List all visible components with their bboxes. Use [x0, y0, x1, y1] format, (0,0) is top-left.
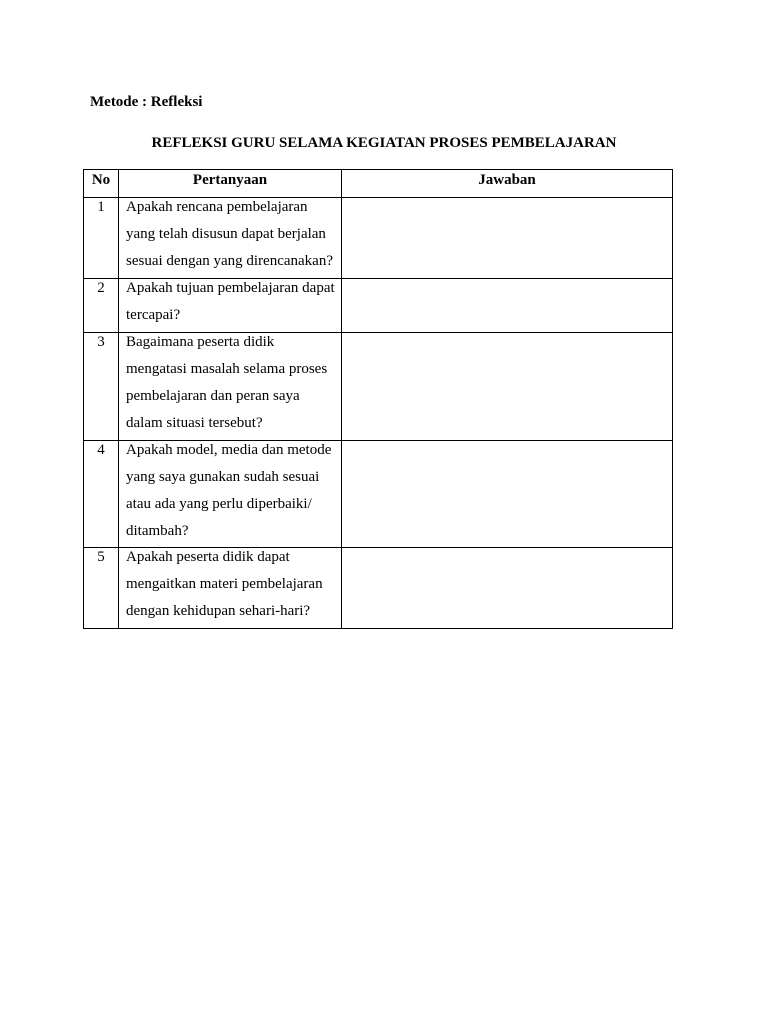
column-header-answer: Jawaban: [342, 170, 673, 198]
question-cell: [119, 441, 342, 548]
table-row: [84, 548, 673, 629]
question-cell: [119, 198, 342, 279]
answer-cell[interactable]: [342, 333, 673, 441]
answer-cell[interactable]: [342, 198, 673, 279]
document-title: REFLEKSI GURU SELAMA KEGIATAN PROSES PEMBELAJARAN: [151, 135, 617, 151]
question-text: Apakah rencana pembelajaran yang telah disusun dapat berjalan sesuai dengan yang direncanakan?: [126, 199, 333, 269]
question-cell: [119, 279, 342, 333]
question-cell: [119, 548, 342, 629]
question-text: Apakah tujuan pembelajaran dapat tercapai?: [126, 280, 335, 323]
row-number: 2: [84, 279, 119, 333]
question-text: Apakah model, media dan metode yang saya gunakan sudah sesuai atau ada yang perlu diperbaiki/ ditambah?: [126, 442, 332, 539]
row-number: 4: [84, 441, 119, 548]
answer-cell[interactable]: [342, 441, 673, 548]
table-row: [84, 333, 673, 441]
row-number: 3: [84, 333, 119, 441]
table-row: [84, 198, 673, 279]
reflection-table: [83, 169, 673, 629]
table-row: [84, 441, 673, 548]
question-text: Apakah peserta didik dapat mengaitkan materi pembelajaran dengan kehidupan sehari-hari?: [126, 549, 323, 619]
question-cell: [119, 333, 342, 441]
column-header-question: Pertanyaan: [119, 170, 342, 198]
row-number: 5: [84, 548, 119, 629]
column-header-no: No: [84, 170, 119, 198]
table-row: [84, 279, 673, 333]
row-number: 1: [84, 198, 119, 279]
method-label: Metode : Refleksi: [90, 94, 203, 110]
answer-cell[interactable]: [342, 279, 673, 333]
question-text: Bagaimana peserta didik mengatasi masalah selama proses pembelajaran dan peran saya dalam situasi tersebut?: [126, 334, 328, 431]
answer-cell[interactable]: [342, 548, 673, 629]
